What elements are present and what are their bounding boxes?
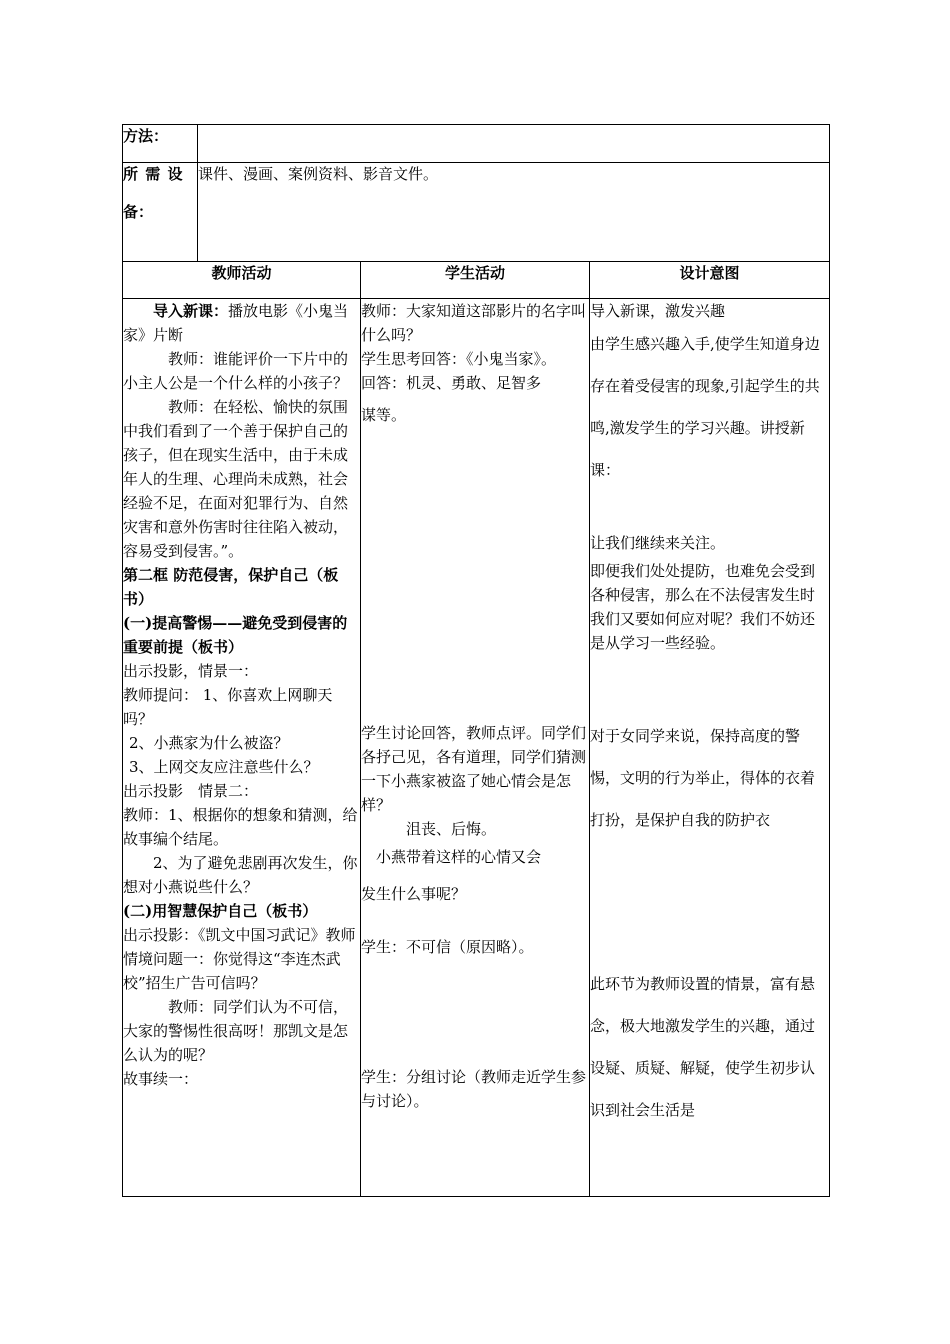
teacher-question-advice: 2、为了避免悲剧再次发生，你想对小燕说些什么？ bbox=[123, 854, 358, 896]
teacher-situation-one: 出示投影：《凯文中国习武记》教师情境问题一：你觉得这“李连杰武校”招生广告可信吗？ bbox=[123, 926, 356, 992]
equipment-value: 课件、漫画、案例资料、影音文件。 bbox=[198, 163, 830, 262]
method-value bbox=[198, 125, 830, 163]
student-line-9: 学生：不可信（原因略）。 bbox=[361, 938, 534, 956]
teacher-activity-cell bbox=[123, 299, 361, 1197]
design-line-6: 此环节为教师设置的情景，富有悬念，极大地激发学生的兴趣，通过设疑、质疑、解疑，使学生初步认识到社会生活是 bbox=[590, 975, 816, 1119]
student-spacer-2 bbox=[361, 915, 589, 935]
teacher-intro-text: 播放电影《小鬼当家》片断 bbox=[123, 302, 349, 344]
equipment-row bbox=[123, 163, 830, 262]
design-line-5: 对于女同学来说，保持高度的警惕，文明的行为举止，得体的衣着打扮，是保护自我的防护衣 bbox=[590, 727, 816, 829]
header-student-activity: 学生活动 bbox=[361, 262, 590, 299]
teacher-intro-heading: 导入新课： bbox=[153, 302, 229, 320]
header-row bbox=[123, 262, 830, 299]
equipment-label bbox=[123, 163, 198, 262]
design-spacer-1 bbox=[590, 491, 829, 527]
student-line-7: 小燕带着这样的心情又会 bbox=[376, 848, 542, 866]
teacher-scene-two: 出示投影 情景二： bbox=[123, 782, 259, 800]
design-spacer-2 bbox=[590, 655, 829, 715]
teacher-question-1: 教师：谁能评价一下片中的小主人公是一个什么样的小孩子？ bbox=[123, 350, 349, 392]
teacher-scene-one: 出示投影，情景一： bbox=[123, 662, 259, 680]
student-line-8: 发生什么事呢？ bbox=[361, 885, 467, 903]
student-spacer-3 bbox=[361, 959, 589, 1065]
teacher-question-online-friends: 3、上网交友应注意些什么？ bbox=[129, 758, 319, 776]
content-row bbox=[123, 299, 830, 1197]
student-line-1: 教师：大家知道这部影片的名字叫什么吗？ bbox=[361, 302, 587, 344]
teacher-comment: 教师：同学们认为不可信，大家的警惕性很高呀！那凯文是怎么认为的呢？ bbox=[123, 998, 349, 1064]
header-design-intent: 设计意图 bbox=[590, 262, 830, 299]
equipment-label-line2: 备： bbox=[123, 203, 154, 221]
method-label: 方法： bbox=[123, 125, 198, 163]
teacher-question-chat: 教师提问： 1、你喜欢上网聊天吗？ bbox=[123, 686, 333, 728]
student-spacer-1 bbox=[361, 435, 589, 721]
teacher-question-theft: 2、小燕家为什么被盗？ bbox=[129, 734, 289, 752]
student-line-5: 学生讨论回答，教师点评。同学们各抒己见，各有道理，同学们猜测一下小燕家被盗了她心情会是怎样？ bbox=[361, 724, 587, 814]
teacher-question-ending: 教师：1、根据你的想象和猜测，给故事编个结尾。 bbox=[123, 806, 358, 848]
student-line-2: 学生思考回答：《小鬼当家》。 bbox=[361, 350, 557, 368]
student-line-6: 沮丧、后悔。 bbox=[406, 820, 497, 838]
teacher-story-continued: 故事续一： bbox=[123, 1070, 199, 1088]
design-line-1: 导入新课，激发兴趣 bbox=[590, 302, 726, 320]
teacher-intro bbox=[123, 299, 360, 347]
method-row bbox=[123, 125, 830, 163]
teacher-statement-1: 教师：在轻松、愉快的氛围中我们看到了一个善于保护自己的孩子，但在现实生活中，由于未成年人的生理、心理尚未成熟，社会经验不足，在面对犯罪行为、自然灾害和意外伤害时往往陷入被动，容易受到侵害。”。 bbox=[123, 398, 349, 560]
equipment-label-line1: 所 需 设 bbox=[123, 165, 184, 183]
board-title-section: 第二框 防范侵害，保护自己（板书） bbox=[123, 566, 339, 608]
design-intent-cell bbox=[590, 299, 830, 1197]
design-line-2: 由学生感兴趣入手,使学生知道身边存在着受侵害的现象,引起学生的共鸣,激发学生的学习兴趣。讲授新课： bbox=[590, 335, 820, 479]
student-line-4: 谋等。 bbox=[361, 406, 407, 424]
student-line-10: 学生：分组讨论（教师走近学生参与讨论）。 bbox=[361, 1068, 587, 1110]
header-teacher-activity: 教师活动 bbox=[123, 262, 361, 299]
lesson-plan-table bbox=[122, 124, 830, 1197]
board-title-part-one: (一)提高警惕——避免受到侵害的重要前提（板书） bbox=[123, 614, 348, 656]
design-line-4: 即便我们处处提防，也难免会受到各种侵害，那么在不法侵害发生时我们又要如何应对呢？我们不妨还是从学习一些经验。 bbox=[590, 562, 816, 652]
student-activity-cell bbox=[361, 299, 590, 1197]
design-line-3: 让我们继续来关注。 bbox=[590, 534, 726, 552]
design-spacer-3 bbox=[590, 841, 829, 963]
board-title-part-two: (二)用智慧保护自己（板书） bbox=[123, 902, 318, 920]
student-line-3: 回答：机灵、勇敢、足智多 bbox=[361, 374, 542, 392]
